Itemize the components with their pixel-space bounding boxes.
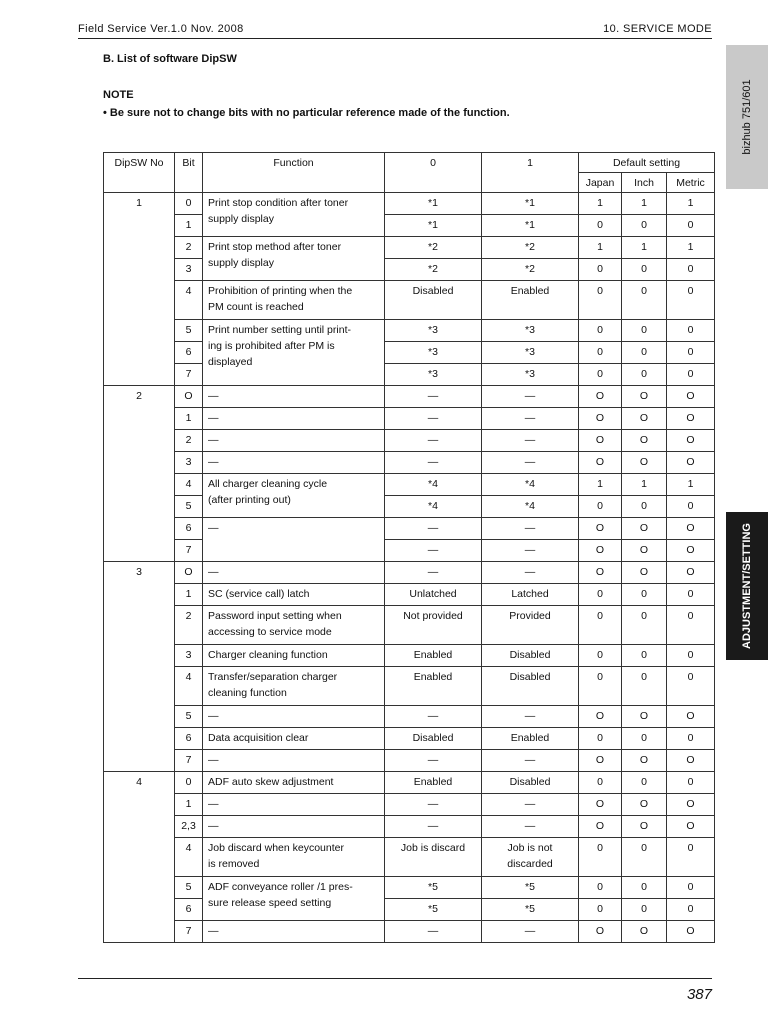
table-row bbox=[104, 408, 715, 430]
default-inch-cell: O bbox=[622, 794, 667, 816]
default-japan-cell: O bbox=[579, 430, 622, 452]
table-row bbox=[104, 540, 715, 562]
default-inch-cell: O bbox=[622, 518, 667, 540]
value-0-cell: *3 bbox=[385, 342, 482, 364]
function-cell: — bbox=[203, 430, 385, 452]
bit-cell: O bbox=[175, 562, 203, 584]
default-japan-cell: 0 bbox=[579, 772, 622, 794]
default-inch-cell: O bbox=[622, 706, 667, 728]
value-1-cell: *4 bbox=[482, 474, 579, 496]
value-0-cell: *1 bbox=[385, 215, 482, 237]
default-metric-cell: O bbox=[667, 706, 715, 728]
default-japan-cell: O bbox=[579, 562, 622, 584]
value-0-cell: Unlatched bbox=[385, 584, 482, 606]
value-1-cell: — bbox=[482, 816, 579, 838]
default-japan-cell: 0 bbox=[579, 877, 622, 899]
bit-cell: 4 bbox=[175, 838, 203, 877]
function-cell: — bbox=[203, 408, 385, 430]
default-inch-cell: 0 bbox=[622, 899, 667, 921]
bit-cell: 3 bbox=[175, 645, 203, 667]
default-japan-cell: 0 bbox=[579, 645, 622, 667]
function-cell: Print stop condition after toner supply display bbox=[203, 193, 385, 237]
default-japan-cell: 0 bbox=[579, 838, 622, 877]
table-row bbox=[104, 816, 715, 838]
value-1-cell: — bbox=[482, 750, 579, 772]
default-inch-cell: 0 bbox=[622, 320, 667, 342]
table-row bbox=[104, 645, 715, 667]
default-japan-cell: O bbox=[579, 518, 622, 540]
default-metric-cell: 0 bbox=[667, 496, 715, 518]
header-value-0: 0 bbox=[385, 153, 482, 193]
default-japan-cell: 0 bbox=[579, 667, 622, 706]
value-1-cell: Disabled bbox=[482, 772, 579, 794]
default-japan-cell: 0 bbox=[579, 899, 622, 921]
value-1-cell: Disabled bbox=[482, 645, 579, 667]
bit-cell: O bbox=[175, 386, 203, 408]
table-row bbox=[104, 364, 715, 386]
bit-cell: 3 bbox=[175, 259, 203, 281]
bit-cell: 5 bbox=[175, 496, 203, 518]
default-metric-cell: 0 bbox=[667, 728, 715, 750]
section-side-tab-label: ADJUSTMENT/SETTING bbox=[741, 523, 753, 649]
value-1-cell: *3 bbox=[482, 342, 579, 364]
model-side-tab-label: bizhub 751/601 bbox=[741, 79, 753, 155]
value-1-cell: *3 bbox=[482, 320, 579, 342]
default-inch-cell: 0 bbox=[622, 877, 667, 899]
bit-cell: 6 bbox=[175, 728, 203, 750]
default-metric-cell: 0 bbox=[667, 645, 715, 667]
value-1-cell: *1 bbox=[482, 215, 579, 237]
default-inch-cell: O bbox=[622, 750, 667, 772]
table-row bbox=[104, 706, 715, 728]
function-cell: Print stop method after toner supply display bbox=[203, 237, 385, 281]
bit-cell: 2 bbox=[175, 237, 203, 259]
bit-cell: 0 bbox=[175, 193, 203, 215]
value-0-cell: *5 bbox=[385, 877, 482, 899]
value-1-cell: — bbox=[482, 706, 579, 728]
default-inch-cell: 0 bbox=[622, 259, 667, 281]
default-japan-cell: 0 bbox=[579, 364, 622, 386]
value-1-cell: *1 bbox=[482, 193, 579, 215]
default-japan-cell: O bbox=[579, 794, 622, 816]
default-inch-cell: 0 bbox=[622, 215, 667, 237]
default-japan-cell: O bbox=[579, 706, 622, 728]
default-inch-cell: O bbox=[622, 430, 667, 452]
value-0-cell: Enabled bbox=[385, 667, 482, 706]
table-row bbox=[104, 496, 715, 518]
default-inch-cell: 0 bbox=[622, 496, 667, 518]
default-metric-cell: 0 bbox=[667, 259, 715, 281]
dipsw-number-cell: 2 bbox=[104, 386, 175, 562]
value-0-cell: — bbox=[385, 430, 482, 452]
bit-cell: 3 bbox=[175, 452, 203, 474]
table-row bbox=[104, 838, 715, 877]
default-metric-cell: 0 bbox=[667, 281, 715, 320]
value-0-cell: Disabled bbox=[385, 728, 482, 750]
bit-cell: 6 bbox=[175, 899, 203, 921]
function-cell: — bbox=[203, 562, 385, 584]
note-bullet: • Be sure not to change bits with no particular reference made of the function. bbox=[103, 107, 510, 119]
value-0-cell: *5 bbox=[385, 899, 482, 921]
table-row bbox=[104, 430, 715, 452]
default-inch-cell: 0 bbox=[622, 606, 667, 645]
table-row bbox=[104, 877, 715, 899]
default-metric-cell: 1 bbox=[667, 237, 715, 259]
bit-cell: 7 bbox=[175, 750, 203, 772]
bit-cell: 5 bbox=[175, 706, 203, 728]
bit-cell: 7 bbox=[175, 540, 203, 562]
value-0-cell: Job is discard bbox=[385, 838, 482, 877]
header-metric: Metric bbox=[667, 173, 715, 193]
default-inch-cell: 0 bbox=[622, 281, 667, 320]
value-1-cell: — bbox=[482, 794, 579, 816]
default-metric-cell: O bbox=[667, 794, 715, 816]
value-1-cell: — bbox=[482, 408, 579, 430]
value-1-cell: — bbox=[482, 518, 579, 540]
dipsw-number-cell: 1 bbox=[104, 193, 175, 386]
value-0-cell: Enabled bbox=[385, 772, 482, 794]
value-1-cell: — bbox=[482, 430, 579, 452]
bit-cell: 4 bbox=[175, 474, 203, 496]
function-cell: ADF auto skew adjustment bbox=[203, 772, 385, 794]
default-japan-cell: O bbox=[579, 540, 622, 562]
value-1-cell: *4 bbox=[482, 496, 579, 518]
bit-cell: 6 bbox=[175, 342, 203, 364]
default-metric-cell: O bbox=[667, 562, 715, 584]
function-cell: — bbox=[203, 386, 385, 408]
value-1-cell: Job is not discarded bbox=[482, 838, 579, 877]
table-row bbox=[104, 584, 715, 606]
default-japan-cell: O bbox=[579, 816, 622, 838]
default-japan-cell: 0 bbox=[579, 281, 622, 320]
header-dipsw-no: DipSW No bbox=[104, 153, 175, 193]
default-japan-cell: O bbox=[579, 386, 622, 408]
value-0-cell: — bbox=[385, 408, 482, 430]
function-cell: — bbox=[203, 816, 385, 838]
value-1-cell: *3 bbox=[482, 364, 579, 386]
value-0-cell: *4 bbox=[385, 474, 482, 496]
default-metric-cell: O bbox=[667, 750, 715, 772]
default-metric-cell: O bbox=[667, 408, 715, 430]
section-side-tab bbox=[726, 512, 768, 660]
running-header-right: 10. SERVICE MODE bbox=[603, 23, 712, 35]
value-0-cell: *3 bbox=[385, 320, 482, 342]
default-inch-cell: O bbox=[622, 816, 667, 838]
table-row bbox=[104, 667, 715, 706]
default-metric-cell: O bbox=[667, 386, 715, 408]
dipsw-table-body bbox=[104, 193, 715, 943]
default-japan-cell: 0 bbox=[579, 606, 622, 645]
default-metric-cell: 1 bbox=[667, 474, 715, 496]
value-0-cell: — bbox=[385, 562, 482, 584]
function-cell: Job discard when keycounter is removed bbox=[203, 838, 385, 877]
value-1-cell: — bbox=[482, 386, 579, 408]
value-1-cell: — bbox=[482, 452, 579, 474]
default-metric-cell: O bbox=[667, 540, 715, 562]
header-inch: Inch bbox=[622, 173, 667, 193]
default-japan-cell: 0 bbox=[579, 342, 622, 364]
default-inch-cell: O bbox=[622, 562, 667, 584]
bit-cell: 2 bbox=[175, 430, 203, 452]
footer-rule bbox=[78, 978, 712, 979]
default-metric-cell: O bbox=[667, 816, 715, 838]
table-row bbox=[104, 899, 715, 921]
table-row bbox=[104, 518, 715, 540]
dipsw-number-cell: 3 bbox=[104, 562, 175, 772]
bit-cell: 2,3 bbox=[175, 816, 203, 838]
value-1-cell: Latched bbox=[482, 584, 579, 606]
table-row bbox=[104, 342, 715, 364]
default-inch-cell: 1 bbox=[622, 474, 667, 496]
default-inch-cell: O bbox=[622, 408, 667, 430]
table-row bbox=[104, 193, 715, 215]
value-1-cell: — bbox=[482, 562, 579, 584]
default-inch-cell: 1 bbox=[622, 237, 667, 259]
default-japan-cell: O bbox=[579, 408, 622, 430]
running-header-left: Field Service Ver.1.0 Nov. 2008 bbox=[78, 23, 244, 35]
function-cell: Transfer/separation charger cleaning function bbox=[203, 667, 385, 706]
table-row bbox=[104, 215, 715, 237]
value-0-cell: Disabled bbox=[385, 281, 482, 320]
table-row bbox=[104, 452, 715, 474]
function-cell: SC (service call) latch bbox=[203, 584, 385, 606]
function-cell: — bbox=[203, 452, 385, 474]
value-0-cell: — bbox=[385, 794, 482, 816]
default-metric-cell: O bbox=[667, 452, 715, 474]
default-metric-cell: 0 bbox=[667, 342, 715, 364]
default-metric-cell: 0 bbox=[667, 772, 715, 794]
default-japan-cell: 0 bbox=[579, 259, 622, 281]
table-row bbox=[104, 921, 715, 943]
bit-cell: 0 bbox=[175, 772, 203, 794]
default-japan-cell: 0 bbox=[579, 496, 622, 518]
value-0-cell: — bbox=[385, 518, 482, 540]
bit-cell: 7 bbox=[175, 364, 203, 386]
value-0-cell: *4 bbox=[385, 496, 482, 518]
default-metric-cell: 0 bbox=[667, 215, 715, 237]
function-cell: ADF conveyance roller /1 pres- sure release speed setting bbox=[203, 877, 385, 921]
default-metric-cell: O bbox=[667, 921, 715, 943]
function-cell: Password input setting when accessing to service mode bbox=[203, 606, 385, 645]
section-title: B. List of software DipSW bbox=[103, 53, 237, 65]
bit-cell: 2 bbox=[175, 606, 203, 645]
default-metric-cell: 0 bbox=[667, 667, 715, 706]
header-japan: Japan bbox=[579, 173, 622, 193]
bit-cell: 5 bbox=[175, 877, 203, 899]
default-japan-cell: O bbox=[579, 750, 622, 772]
value-1-cell: — bbox=[482, 921, 579, 943]
bit-cell: 1 bbox=[175, 215, 203, 237]
table-row bbox=[104, 474, 715, 496]
default-metric-cell: 0 bbox=[667, 320, 715, 342]
default-japan-cell: 1 bbox=[579, 193, 622, 215]
table-row bbox=[104, 320, 715, 342]
default-japan-cell: 0 bbox=[579, 728, 622, 750]
default-metric-cell: 0 bbox=[667, 838, 715, 877]
value-1-cell: *2 bbox=[482, 259, 579, 281]
default-metric-cell: 0 bbox=[667, 364, 715, 386]
function-cell: All charger cleaning cycle (after printing out) bbox=[203, 474, 385, 518]
default-japan-cell: O bbox=[579, 452, 622, 474]
default-inch-cell: 0 bbox=[622, 838, 667, 877]
default-metric-cell: 0 bbox=[667, 899, 715, 921]
page-number: 387 bbox=[686, 986, 712, 1003]
default-metric-cell: 0 bbox=[667, 877, 715, 899]
value-1-cell: Enabled bbox=[482, 728, 579, 750]
note-heading: NOTE bbox=[103, 89, 134, 101]
value-0-cell: *1 bbox=[385, 193, 482, 215]
value-0-cell: — bbox=[385, 540, 482, 562]
function-cell: — bbox=[203, 794, 385, 816]
header-function: Function bbox=[203, 153, 385, 193]
value-0-cell: — bbox=[385, 921, 482, 943]
value-1-cell: Enabled bbox=[482, 281, 579, 320]
value-0-cell: *3 bbox=[385, 364, 482, 386]
table-row bbox=[104, 259, 715, 281]
bit-cell: 1 bbox=[175, 408, 203, 430]
function-cell: Charger cleaning function bbox=[203, 645, 385, 667]
model-side-tab bbox=[726, 45, 768, 189]
default-japan-cell: 0 bbox=[579, 215, 622, 237]
default-inch-cell: 0 bbox=[622, 364, 667, 386]
default-inch-cell: 0 bbox=[622, 342, 667, 364]
value-1-cell: *5 bbox=[482, 899, 579, 921]
default-japan-cell: 0 bbox=[579, 320, 622, 342]
value-1-cell: Disabled bbox=[482, 667, 579, 706]
table-row bbox=[104, 237, 715, 259]
default-inch-cell: 0 bbox=[622, 772, 667, 794]
default-inch-cell: O bbox=[622, 921, 667, 943]
default-metric-cell: O bbox=[667, 518, 715, 540]
table-row bbox=[104, 728, 715, 750]
default-inch-cell: 0 bbox=[622, 645, 667, 667]
function-cell: Print number setting until print- ing is prohibited after PM is displayed bbox=[203, 320, 385, 386]
default-metric-cell: 1 bbox=[667, 193, 715, 215]
header-bit: Bit bbox=[175, 153, 203, 193]
default-japan-cell: 1 bbox=[579, 237, 622, 259]
dipsw-table bbox=[103, 152, 715, 943]
header-default-setting: Default setting bbox=[579, 153, 715, 173]
default-inch-cell: 0 bbox=[622, 728, 667, 750]
default-metric-cell: 0 bbox=[667, 584, 715, 606]
function-cell: — bbox=[203, 706, 385, 728]
bit-cell: 7 bbox=[175, 921, 203, 943]
value-1-cell: Provided bbox=[482, 606, 579, 645]
bit-cell: 1 bbox=[175, 584, 203, 606]
bit-cell: 4 bbox=[175, 281, 203, 320]
header-rule bbox=[78, 38, 712, 39]
function-cell: — bbox=[203, 921, 385, 943]
default-japan-cell: 1 bbox=[579, 474, 622, 496]
value-1-cell: *5 bbox=[482, 877, 579, 899]
function-cell: Data acquisition clear bbox=[203, 728, 385, 750]
default-metric-cell: 0 bbox=[667, 606, 715, 645]
header-value-1: 1 bbox=[482, 153, 579, 193]
value-0-cell: *2 bbox=[385, 259, 482, 281]
default-metric-cell: O bbox=[667, 430, 715, 452]
bit-cell: 6 bbox=[175, 518, 203, 540]
value-0-cell: Not provided bbox=[385, 606, 482, 645]
bit-cell: 1 bbox=[175, 794, 203, 816]
bit-cell: 5 bbox=[175, 320, 203, 342]
value-0-cell: — bbox=[385, 706, 482, 728]
default-inch-cell: 0 bbox=[622, 584, 667, 606]
function-cell: — bbox=[203, 750, 385, 772]
table-row bbox=[104, 772, 715, 794]
value-1-cell: — bbox=[482, 540, 579, 562]
table-row bbox=[104, 562, 715, 584]
value-0-cell: — bbox=[385, 816, 482, 838]
default-inch-cell: O bbox=[622, 386, 667, 408]
value-0-cell: — bbox=[385, 452, 482, 474]
table-row bbox=[104, 750, 715, 772]
default-inch-cell: O bbox=[622, 540, 667, 562]
default-japan-cell: O bbox=[579, 921, 622, 943]
bit-cell: 4 bbox=[175, 667, 203, 706]
table-row bbox=[104, 281, 715, 320]
function-cell: — bbox=[203, 518, 385, 562]
value-0-cell: Enabled bbox=[385, 645, 482, 667]
table-row bbox=[104, 386, 715, 408]
table-row bbox=[104, 794, 715, 816]
value-0-cell: — bbox=[385, 750, 482, 772]
default-inch-cell: 1 bbox=[622, 193, 667, 215]
default-inch-cell: 0 bbox=[622, 667, 667, 706]
value-1-cell: *2 bbox=[482, 237, 579, 259]
dipsw-number-cell: 4 bbox=[104, 772, 175, 943]
function-cell: Prohibition of printing when the PM count is reached bbox=[203, 281, 385, 320]
default-inch-cell: O bbox=[622, 452, 667, 474]
table-row bbox=[104, 606, 715, 645]
value-0-cell: *2 bbox=[385, 237, 482, 259]
value-0-cell: — bbox=[385, 386, 482, 408]
default-japan-cell: 0 bbox=[579, 584, 622, 606]
